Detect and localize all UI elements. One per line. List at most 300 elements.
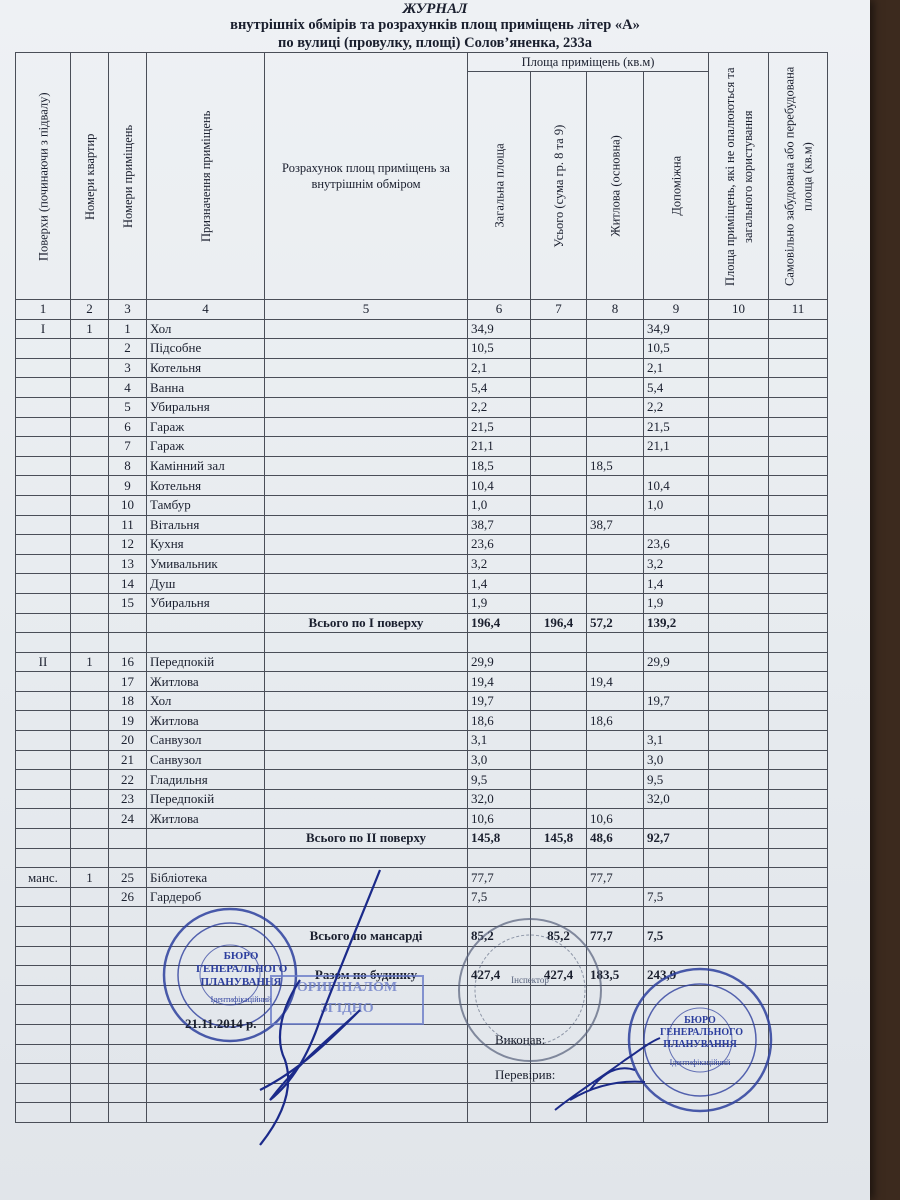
calculation-cell: Всього по мансарді <box>265 927 468 947</box>
total-area-cell: 32,0 <box>468 789 531 809</box>
apartment-cell: 1 <box>71 319 109 339</box>
subtotal-cell: 145,8 <box>531 829 587 849</box>
column-number: 6 <box>468 300 531 320</box>
total-area-cell: 21,5 <box>468 417 531 437</box>
floor-cell <box>16 574 71 594</box>
table-row <box>16 731 828 751</box>
living-area-cell <box>587 554 644 574</box>
floor-cell: I <box>16 319 71 339</box>
total-area-cell: 3,0 <box>468 750 531 770</box>
room-name-cell: Санвузол <box>147 731 265 751</box>
calculation-cell <box>265 711 468 731</box>
unheated-area-cell <box>709 574 769 594</box>
room-name-cell: Житлова <box>147 711 265 731</box>
room-number-cell <box>109 613 147 633</box>
room-number-cell: 1 <box>109 319 147 339</box>
living-area-cell <box>587 593 644 613</box>
table-row <box>16 711 828 731</box>
floor-cell <box>16 848 71 868</box>
table-row <box>16 652 828 672</box>
center-stamp-text: Інспектор <box>511 975 549 985</box>
room-number-cell <box>109 848 147 868</box>
living-area-cell <box>587 378 644 398</box>
unauthorized-area-cell <box>769 417 828 437</box>
column-number: 2 <box>71 300 109 320</box>
table-row <box>16 907 828 927</box>
room-name-cell: Убиральня <box>147 397 265 417</box>
subtotal-cell <box>531 789 587 809</box>
subtotal-cell <box>531 593 587 613</box>
unauthorized-area-cell <box>769 319 828 339</box>
room-name-cell: Вітальня <box>147 515 265 535</box>
calculation-cell <box>265 672 468 692</box>
subtotal-cell <box>531 515 587 535</box>
table-row <box>16 358 828 378</box>
room-name-cell: Гардероб <box>147 887 265 907</box>
unauthorized-area-cell <box>769 515 828 535</box>
apartment-cell <box>71 946 109 966</box>
calculation-cell <box>265 809 468 829</box>
apartment-cell <box>71 515 109 535</box>
floor-cell <box>16 789 71 809</box>
subtotal-cell <box>531 417 587 437</box>
unauthorized-area-cell <box>769 946 828 966</box>
room-number-cell: 24 <box>109 809 147 829</box>
living-area-cell: 77,7 <box>587 868 644 888</box>
document-subtitle: внутрішніх обмірів та розрахунків площ приміщень літер «А» <box>230 17 640 33</box>
unauthorized-area-cell <box>769 711 828 731</box>
auxiliary-area-cell: 243,9 <box>644 966 709 986</box>
room-number-cell: 12 <box>109 535 147 555</box>
living-area-cell <box>587 770 644 790</box>
column-number: 1 <box>16 300 71 320</box>
room-name-cell: Санвузол <box>147 750 265 770</box>
table-row <box>16 437 828 457</box>
table-row <box>16 554 828 574</box>
calculation-cell <box>265 437 468 457</box>
total-area-cell: 196,4 <box>468 613 531 633</box>
total-area-cell: 85,2 <box>468 927 531 947</box>
room-name-cell: Гладильня <box>147 770 265 790</box>
living-area-cell: 57,2 <box>587 613 644 633</box>
total-area-cell: 1,0 <box>468 495 531 515</box>
room-number-cell <box>109 1083 147 1103</box>
apartment-cell <box>71 672 109 692</box>
calculation-cell <box>265 633 468 653</box>
total-area-cell: 38,7 <box>468 515 531 535</box>
total-area-cell: 427,4 <box>468 966 531 986</box>
unauthorized-area-cell <box>769 535 828 555</box>
auxiliary-area-cell: 9,5 <box>644 770 709 790</box>
auxiliary-area-cell <box>644 946 709 966</box>
room-number-cell: 22 <box>109 770 147 790</box>
room-name-cell <box>147 633 265 653</box>
total-area-cell: 77,7 <box>468 868 531 888</box>
subtotal-cell: 85,2 <box>531 927 587 947</box>
floor-cell <box>16 672 71 692</box>
unheated-area-cell <box>709 633 769 653</box>
total-area-cell: 10,6 <box>468 809 531 829</box>
floor-cell <box>16 1005 71 1025</box>
subtotal-cell <box>531 437 587 457</box>
living-area-cell <box>587 691 644 711</box>
unauthorized-area-cell <box>769 1005 828 1025</box>
table-row <box>16 378 828 398</box>
header-unauthorized: Самовільно забудована або перебудована площа (кв.м) <box>769 53 828 300</box>
unauthorized-area-cell <box>769 397 828 417</box>
living-area-cell: 77,7 <box>587 927 644 947</box>
room-name-cell: Житлова <box>147 809 265 829</box>
calculation-cell <box>265 789 468 809</box>
subtotal-cell <box>531 868 587 888</box>
unauthorized-area-cell <box>769 985 828 1005</box>
room-number-cell: 13 <box>109 554 147 574</box>
column-number-row <box>16 300 828 320</box>
subtotal-cell <box>531 770 587 790</box>
floor-cell <box>16 437 71 457</box>
total-area-cell: 18,6 <box>468 711 531 731</box>
unheated-area-cell <box>709 495 769 515</box>
floor-cell <box>16 907 71 927</box>
unauthorized-area-cell <box>769 476 828 496</box>
header-unheated: Площа приміщень, які не опалюються та загального користування <box>709 53 769 300</box>
unauthorized-area-cell <box>769 339 828 359</box>
apartment-cell <box>71 789 109 809</box>
table-row <box>16 691 828 711</box>
living-area-cell: 48,6 <box>587 829 644 849</box>
room-name-cell: Тамбур <box>147 495 265 515</box>
unheated-area-cell <box>709 809 769 829</box>
floor-cell <box>16 691 71 711</box>
room-number-cell <box>109 907 147 927</box>
calculation-cell <box>265 456 468 476</box>
room-number-cell <box>109 966 147 986</box>
calculation-cell <box>265 495 468 515</box>
apartment-cell <box>71 554 109 574</box>
unauthorized-area-cell <box>769 691 828 711</box>
unheated-area-cell <box>709 731 769 751</box>
room-name-cell: Гараж <box>147 437 265 457</box>
floor-cell <box>16 946 71 966</box>
unauthorized-area-cell <box>769 574 828 594</box>
handwritten-signature-left <box>240 860 410 1150</box>
table-row <box>16 593 828 613</box>
room-number-cell: 26 <box>109 887 147 907</box>
room-number-cell: 3 <box>109 358 147 378</box>
header-total-area: Загальна площа <box>468 72 531 300</box>
unheated-area-cell <box>709 319 769 339</box>
table-row <box>16 397 828 417</box>
auxiliary-area-cell <box>644 868 709 888</box>
apartment-cell <box>71 633 109 653</box>
living-area-cell <box>587 437 644 457</box>
subtotal-cell <box>531 495 587 515</box>
floor-cell <box>16 1083 71 1103</box>
floor-cell <box>16 770 71 790</box>
room-name-cell: Підсобне <box>147 339 265 359</box>
room-name-cell: Гараж <box>147 417 265 437</box>
calculation-cell <box>265 319 468 339</box>
room-number-cell: 17 <box>109 672 147 692</box>
room-number-cell: 18 <box>109 691 147 711</box>
living-area-cell: 18,5 <box>587 456 644 476</box>
subtotal-cell <box>531 711 587 731</box>
auxiliary-area-cell: 21,5 <box>644 417 709 437</box>
subtotal-cell <box>531 358 587 378</box>
total-area-cell: 5,4 <box>468 378 531 398</box>
apartment-cell <box>71 417 109 437</box>
floor-cell <box>16 476 71 496</box>
room-name-cell: Ванна <box>147 378 265 398</box>
living-area-cell <box>587 339 644 359</box>
calculation-cell <box>265 397 468 417</box>
living-area-cell <box>587 358 644 378</box>
unheated-area-cell <box>709 672 769 692</box>
unauthorized-area-cell <box>769 887 828 907</box>
room-number-cell <box>109 1024 147 1044</box>
unauthorized-area-cell <box>769 907 828 927</box>
room-name-cell: Кухня <box>147 535 265 555</box>
unauthorized-area-cell <box>769 1083 828 1103</box>
total-area-cell: 3,2 <box>468 554 531 574</box>
living-area-cell <box>587 476 644 496</box>
total-area-cell: 19,7 <box>468 691 531 711</box>
subtotal-cell <box>531 476 587 496</box>
unheated-area-cell <box>709 476 769 496</box>
total-area-cell: 34,9 <box>468 319 531 339</box>
floor-cell <box>16 378 71 398</box>
auxiliary-area-cell: 2,1 <box>644 358 709 378</box>
auxiliary-area-cell: 10,4 <box>644 476 709 496</box>
room-number-cell: 23 <box>109 789 147 809</box>
room-number-cell <box>109 633 147 653</box>
column-number: 7 <box>531 300 587 320</box>
calculation-cell: Всього по ІІ поверху <box>265 829 468 849</box>
auxiliary-area-cell <box>644 809 709 829</box>
apartment-cell <box>71 927 109 947</box>
total-area-cell: 9,5 <box>468 770 531 790</box>
table-row <box>16 476 828 496</box>
room-number-cell: 21 <box>109 750 147 770</box>
subtotal-cell <box>531 691 587 711</box>
room-number-cell <box>109 1064 147 1084</box>
living-area-cell: 183,5 <box>587 966 644 986</box>
auxiliary-area-cell: 1,9 <box>644 593 709 613</box>
room-number-cell: 6 <box>109 417 147 437</box>
calculation-cell <box>265 554 468 574</box>
table-row <box>16 770 828 790</box>
auxiliary-area-cell: 19,7 <box>644 691 709 711</box>
calculation-cell <box>265 731 468 751</box>
subtotal-cell <box>531 554 587 574</box>
column-number: 11 <box>769 300 828 320</box>
calculation-cell: Разом по будинку <box>265 966 468 986</box>
floor-cell <box>16 887 71 907</box>
auxiliary-area-cell <box>644 672 709 692</box>
floor-cell <box>16 633 71 653</box>
unauthorized-area-cell <box>769 378 828 398</box>
unheated-area-cell <box>709 339 769 359</box>
floor-cell <box>16 456 71 476</box>
auxiliary-area-cell: 3,0 <box>644 750 709 770</box>
subtotal-cell <box>531 731 587 751</box>
handwritten-signature-right <box>550 1030 670 1120</box>
unheated-area-cell <box>709 593 769 613</box>
living-area-cell <box>587 495 644 515</box>
unheated-area-cell <box>709 613 769 633</box>
subtotal-cell <box>531 809 587 829</box>
document-title: ЖУРНАЛ <box>402 1 468 17</box>
table-row <box>16 319 828 339</box>
living-area-cell: 10,6 <box>587 809 644 829</box>
header-calculation: Розрахунок площ приміщень за внутрішнім обміром <box>265 53 468 300</box>
table-row <box>16 868 828 888</box>
header-auxiliary: Допоміжна <box>644 72 709 300</box>
room-name-cell: Душ <box>147 574 265 594</box>
total-row <box>16 927 828 947</box>
apartment-cell <box>71 848 109 868</box>
apartment-cell <box>71 770 109 790</box>
apartment-cell <box>71 1064 109 1084</box>
table-row <box>16 789 828 809</box>
subtotal-cell <box>531 887 587 907</box>
table-row <box>16 417 828 437</box>
room-number-cell: 5 <box>109 397 147 417</box>
living-area-cell <box>587 535 644 555</box>
subtotal-cell <box>531 339 587 359</box>
unheated-area-cell <box>709 554 769 574</box>
column-number: 3 <box>109 300 147 320</box>
checked-by-label: Перевірив: <box>495 1067 556 1082</box>
column-number: 5 <box>265 300 468 320</box>
table-row <box>16 515 828 535</box>
apartment-cell <box>71 339 109 359</box>
auxiliary-area-cell: 34,9 <box>644 319 709 339</box>
total-area-cell: 1,4 <box>468 574 531 594</box>
table-row <box>16 495 828 515</box>
apartment-cell <box>71 437 109 457</box>
table-row <box>16 750 828 770</box>
living-area-cell: 19,4 <box>587 672 644 692</box>
table-row <box>16 574 828 594</box>
table-row <box>16 887 828 907</box>
table-row <box>16 809 828 829</box>
unheated-area-cell <box>709 417 769 437</box>
column-number: 4 <box>147 300 265 320</box>
subtotal-cell <box>531 535 587 555</box>
living-area-cell <box>587 848 644 868</box>
auxiliary-area-cell: 1,0 <box>644 495 709 515</box>
apartment-cell <box>71 378 109 398</box>
subtotal-cell <box>531 319 587 339</box>
auxiliary-area-cell: 29,9 <box>644 652 709 672</box>
unheated-area-cell <box>709 397 769 417</box>
auxiliary-area-cell: 23,6 <box>644 535 709 555</box>
subtotal-cell <box>531 378 587 398</box>
floor-cell: манс. <box>16 868 71 888</box>
calculation-cell <box>265 417 468 437</box>
subtotal-cell <box>531 456 587 476</box>
header-subtotal: Усього (сума гр. 8 та 9) <box>531 72 587 300</box>
room-name-cell: Житлова <box>147 672 265 692</box>
subtotal-cell <box>531 672 587 692</box>
table-row <box>16 456 828 476</box>
unheated-area-cell <box>709 535 769 555</box>
calculation-cell <box>265 358 468 378</box>
performed-by-label: Виконав: <box>495 1032 546 1047</box>
floor-cell <box>16 1064 71 1084</box>
apartment-cell: 1 <box>71 868 109 888</box>
calculation-cell <box>265 750 468 770</box>
subtotal-cell: 196,4 <box>531 613 587 633</box>
auxiliary-area-cell: 7,5 <box>644 887 709 907</box>
room-number-cell: 4 <box>109 378 147 398</box>
floor-cell <box>16 535 71 555</box>
floor-cell <box>16 985 71 1005</box>
total-area-cell <box>468 1083 531 1103</box>
apartment-cell <box>71 731 109 751</box>
room-name-cell <box>147 829 265 849</box>
calculation-cell <box>265 770 468 790</box>
unauthorized-area-cell <box>769 809 828 829</box>
total-area-cell: 10,4 <box>468 476 531 496</box>
total-area-cell: 19,4 <box>468 672 531 692</box>
table-row <box>16 848 828 868</box>
floor-cell <box>16 711 71 731</box>
unauthorized-area-cell <box>769 789 828 809</box>
unheated-area-cell <box>709 711 769 731</box>
total-area-cell <box>468 848 531 868</box>
floor-cell <box>16 515 71 535</box>
unheated-area-cell <box>709 750 769 770</box>
living-area-cell: 18,6 <box>587 711 644 731</box>
room-number-cell: 15 <box>109 593 147 613</box>
room-number-cell: 16 <box>109 652 147 672</box>
room-number-cell <box>109 1044 147 1064</box>
apartment-cell: 1 <box>71 652 109 672</box>
auxiliary-area-cell <box>644 907 709 927</box>
room-number-cell: 8 <box>109 456 147 476</box>
floor-cell <box>16 809 71 829</box>
left-stamp-text: БЮРО ГЕНЕРАЛЬНОГО ПЛАНУВАННЯ <box>196 950 288 988</box>
auxiliary-area-cell: 139,2 <box>644 613 709 633</box>
calculation-cell <box>265 378 468 398</box>
total-area-cell: 2,1 <box>468 358 531 378</box>
total-area-cell: 10,5 <box>468 339 531 359</box>
unauthorized-area-cell <box>769 966 828 986</box>
document-date: 21.11.2014 р. <box>185 1016 257 1031</box>
header-rooms: Номери приміщень <box>109 53 147 300</box>
unauthorized-area-cell <box>769 1044 828 1064</box>
room-name-cell: Котельня <box>147 476 265 496</box>
room-number-cell: 19 <box>109 711 147 731</box>
apartment-cell <box>71 476 109 496</box>
auxiliary-area-cell: 2,2 <box>644 397 709 417</box>
auxiliary-area-cell <box>644 456 709 476</box>
subtotal-cell <box>531 397 587 417</box>
unauthorized-area-cell <box>769 731 828 751</box>
floor-cell <box>16 731 71 751</box>
apartment-cell <box>71 1044 109 1064</box>
table-row <box>16 339 828 359</box>
auxiliary-area-cell: 3,2 <box>644 554 709 574</box>
unauthorized-area-cell <box>769 358 828 378</box>
calculation-cell <box>265 593 468 613</box>
calculation-cell: Всього по І поверху <box>265 613 468 633</box>
room-name-cell: Передпокій <box>147 789 265 809</box>
room-number-cell: 10 <box>109 495 147 515</box>
header-apartments: Номери квартир <box>71 53 109 300</box>
